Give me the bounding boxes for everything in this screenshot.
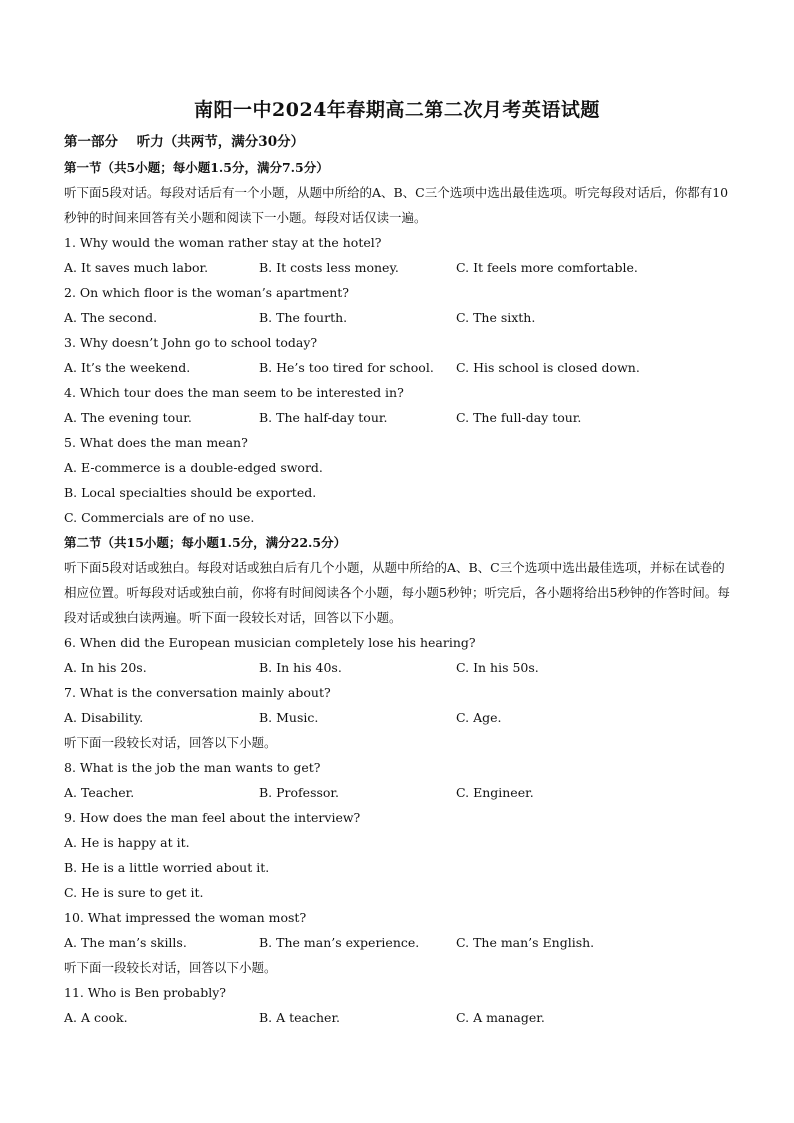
- option-b[interactable]: B. Professor.: [259, 785, 339, 800]
- option-c[interactable]: C. It feels more comfortable.: [456, 260, 638, 275]
- question-stem: 3. Why doesn’t John go to school today?: [64, 335, 318, 350]
- option-c[interactable]: C. Engineer.: [456, 785, 534, 800]
- question-options: [64, 930, 732, 955]
- option-c[interactable]: C. He is sure to get it.: [64, 885, 204, 900]
- question-options: [64, 705, 732, 730]
- option-a[interactable]: A. E-commerce is a double-edged sword.: [64, 460, 323, 475]
- question-stem: 11. Who is Ben probably?: [64, 985, 226, 1000]
- option-b[interactable]: B. He’s too tired for school.: [259, 360, 434, 375]
- listening-note: 听下面一段较长对话，回答以下小题。: [64, 960, 277, 975]
- question-stem: 6. When did the European musician completely lose his hearing?: [64, 635, 476, 650]
- section2-instructions: 听下面5段对话或独白。每段对话或独白后有几个小题，从题中所给的A、B、C三个选项中选出最佳选项，并标在试卷的相应位置。听每段对话或独白前，你将有时间阅读各个小题，每小题5秒钟；听完后，各小题将给出5秒钟的作答时间。每段对话或独白读两遍。听下面一段较长对话，回答以下小题。: [64, 560, 730, 625]
- question-stem: 9. How does the man feel about the interview?: [64, 810, 361, 825]
- question-options: [64, 355, 732, 380]
- option-a[interactable]: A. It’s the weekend.: [64, 360, 191, 375]
- question-options: [64, 1005, 732, 1030]
- exam-content: [64, 130, 732, 1030]
- option-a[interactable]: A. A cook.: [64, 1010, 128, 1025]
- part1-heading: 第一部分 听力（共两节，满分30分）: [64, 134, 305, 150]
- option-c[interactable]: C. Commercials are of no use.: [64, 510, 255, 525]
- option-b[interactable]: B. A teacher.: [259, 1010, 341, 1025]
- option-c[interactable]: C. His school is closed down.: [456, 360, 640, 375]
- option-a[interactable]: A. The man’s skills.: [64, 935, 187, 950]
- question-stem: 5. What does the man mean?: [64, 435, 248, 450]
- option-c[interactable]: C. The man’s English.: [456, 935, 595, 950]
- option-b[interactable]: B. In his 40s.: [259, 660, 342, 675]
- question-options: [64, 780, 732, 805]
- question-stem: 10. What impressed the woman most?: [64, 910, 307, 925]
- option-a[interactable]: A. Teacher.: [64, 785, 135, 800]
- question-options: [64, 305, 732, 330]
- section1-heading: 第一节（共5小题；每小题1.5分，满分7.5分）: [64, 160, 329, 175]
- option-b[interactable]: B. Local specialties should be exported.: [64, 485, 317, 500]
- option-b[interactable]: B. The fourth.: [259, 310, 348, 325]
- exam-title: 南阳一中2024年春期高二第二次月考英语试题: [194, 99, 600, 121]
- option-c[interactable]: C. In his 50s.: [456, 660, 539, 675]
- option-c[interactable]: C. The sixth.: [456, 310, 536, 325]
- option-a[interactable]: A. He is happy at it.: [64, 835, 190, 850]
- option-a[interactable]: A. The second.: [64, 310, 158, 325]
- question-stem: 7. What is the conversation mainly about?: [64, 685, 331, 700]
- section1-instructions: 听下面5段对话。每段对话后有一个小题，从题中所给的A、B、C三个选项中选出最佳选项。听完每段对话后，你都有10秒钟的时间来回答有关小题和阅读下一小题。每段对话仅读一遍。: [64, 185, 729, 225]
- option-a[interactable]: A. In his 20s.: [64, 660, 147, 675]
- question-stem: 4. Which tour does the man seem to be interested in?: [64, 385, 404, 400]
- option-c[interactable]: C. A manager.: [456, 1010, 545, 1025]
- question-options: [64, 255, 732, 280]
- option-c[interactable]: C. The full-day tour.: [456, 410, 582, 425]
- listening-note: 听下面一段较长对话，回答以下小题。: [64, 735, 277, 750]
- question-stem: 8. What is the job the man wants to get?: [64, 760, 321, 775]
- option-a[interactable]: A. It saves much labor.: [64, 260, 209, 275]
- option-b[interactable]: B. The half-day tour.: [259, 410, 388, 425]
- question-options: [64, 405, 732, 430]
- option-a[interactable]: A. The evening tour.: [64, 410, 192, 425]
- option-c[interactable]: C. Age.: [456, 710, 502, 725]
- option-a[interactable]: A. Disability.: [64, 710, 144, 725]
- section2-heading: 第二节（共15小题；每小题1.5分，满分22.5分）: [64, 535, 347, 550]
- question-options: [64, 655, 732, 680]
- option-b[interactable]: B. The man’s experience.: [259, 935, 420, 950]
- question-stem: 2. On which floor is the woman’s apartment?: [64, 285, 349, 300]
- option-b[interactable]: B. He is a little worried about it.: [64, 860, 270, 875]
- option-b[interactable]: B. Music.: [259, 710, 319, 725]
- option-b[interactable]: B. It costs less money.: [259, 260, 399, 275]
- question-stem: 1. Why would the woman rather stay at the hotel?: [64, 235, 382, 250]
